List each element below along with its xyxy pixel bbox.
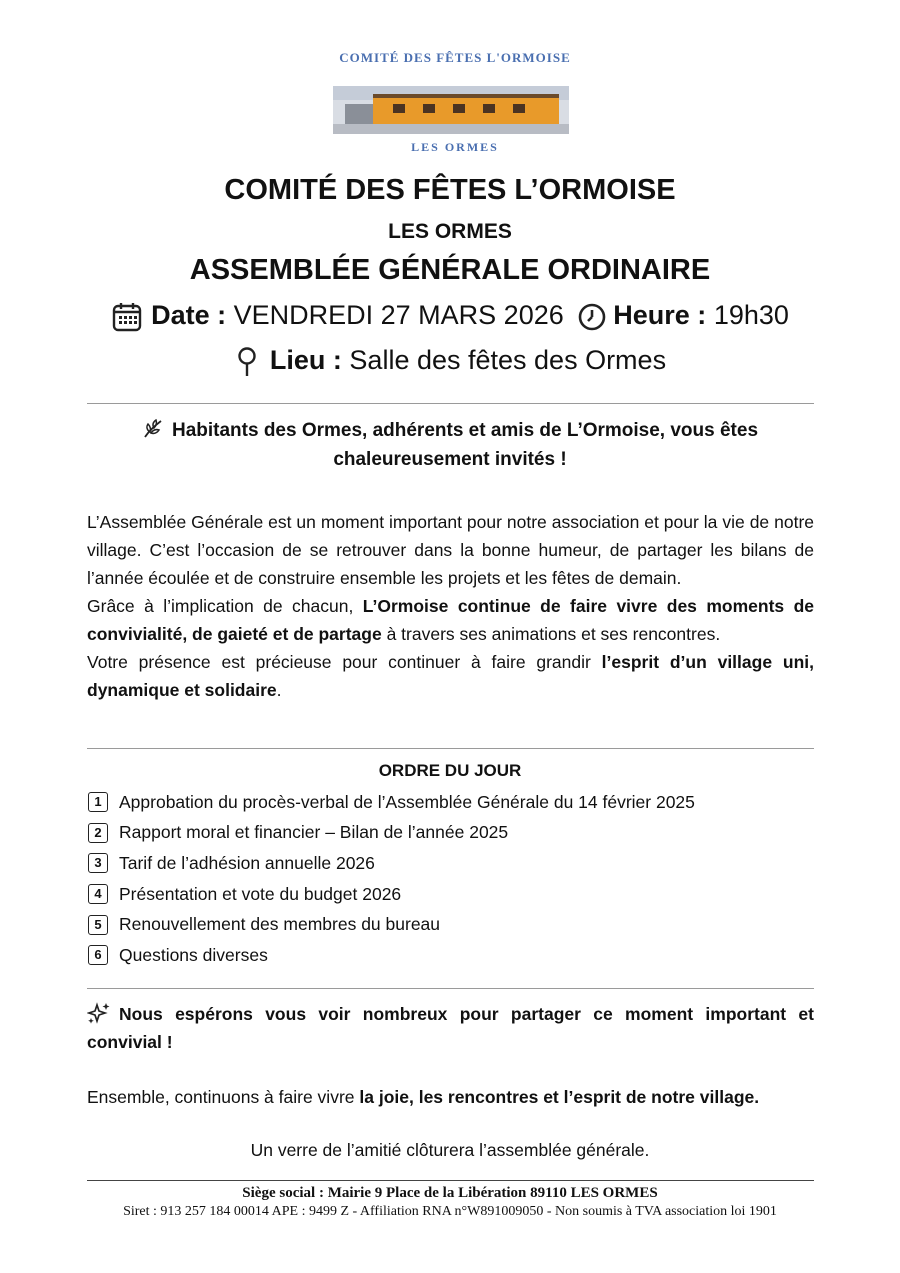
paragraph-3: [87, 648, 814, 704]
agenda-item-label: Approbation du procès-verbal de l’Assemblée Générale du 14 février 2025: [119, 791, 695, 812]
ensemble-text: Ensemble, continuons à faire vivre: [87, 1087, 360, 1107]
list-item: [88, 787, 808, 818]
divider: [87, 988, 814, 989]
logo-bottom-text: LES ORMES: [411, 140, 499, 154]
logo: [330, 48, 580, 160]
paragraph-1: L’Assemblée Générale est un moment important pour notre association et pour la vie de notre village. C’est l’occasion de se retrouver dans la bonne humeur, de partager les bilans de l’année écoulée et de construire ensemble les projets et les fêtes de demain.: [87, 512, 814, 588]
number-badge: 1: [88, 792, 108, 812]
footer-divider: [87, 1180, 814, 1181]
agenda-item-label: Tarif de l’adhésion annuelle 2026: [119, 852, 375, 873]
time-label: Heure :: [613, 300, 707, 330]
p3-text: Votre présence est précieuse pour continuer à faire grandir: [87, 652, 602, 672]
footer-address: Siège social : Mairie 9 Place de la Libération 89110 LES ORMES: [242, 1185, 658, 1201]
agenda-item-label: Questions diverses: [119, 944, 268, 965]
agenda-list: [88, 787, 808, 971]
number-badge: 5: [88, 915, 108, 935]
page-title: COMITÉ DES FÊTES L’ORMOISE: [224, 174, 676, 206]
paragraph-2: [87, 592, 814, 648]
building-photo: [333, 86, 569, 134]
list-item: [88, 818, 808, 849]
divider: [87, 403, 814, 404]
place-label: Lieu :: [269, 345, 342, 375]
logo-top-text: COMITÉ DES FÊTES L'ORMOISE: [339, 50, 571, 65]
date-time-line: [80, 300, 820, 333]
list-item: [88, 879, 808, 910]
p2-bold: L’Ormoise continue de faire vivre des moments de convivialité, de gaieté et de partage: [87, 596, 814, 644]
closing-ensemble: [87, 1083, 814, 1111]
page-subtitle: LES ORMES: [388, 220, 512, 243]
number-badge: 2: [88, 823, 108, 843]
p3-end: .: [276, 680, 282, 700]
number-badge: 3: [88, 853, 108, 873]
number-badge: 6: [88, 945, 108, 965]
list-item: [88, 940, 808, 971]
hope-text: Nous espérons vous voir nombreux pour partager ce moment important et convivial !: [87, 1004, 814, 1052]
agenda-title: ORDRE DU JOUR: [378, 761, 522, 780]
agenda-item-label: Rapport moral et financier – Bilan de l’année 2025: [119, 822, 509, 843]
ensemble-bold: la joie, les rencontres et l’esprit de notre village.: [359, 1087, 760, 1107]
footer-legal: Siret : 913 257 184 00014 APE : 9499 Z - Affiliation RNA n°W891009050 - Non soumis à TVA association loi 1901: [123, 1204, 777, 1219]
list-item: [88, 848, 808, 879]
time-value: 19h30: [713, 300, 789, 330]
closing-hope: [87, 1000, 814, 1056]
p3-bold: l’esprit d’un village uni, dynamique et solidaire: [87, 652, 814, 700]
event-title: ASSEMBLÉE GÉNÉRALE ORDINAIRE: [189, 254, 711, 286]
place-line: [80, 345, 820, 378]
location-pin-icon: [234, 346, 260, 378]
sparkles-icon: [87, 1002, 111, 1024]
agenda-item-label: Renouvellement des membres du bureau: [119, 914, 441, 935]
divider: [87, 748, 814, 749]
date-label: Date :: [151, 300, 227, 330]
date-value: VENDREDI 27 MARS 2026: [233, 300, 564, 330]
p2-text: Grâce à l’implication de chacun,: [87, 596, 363, 616]
agenda-item-label: Présentation et vote du budget 2026: [119, 883, 402, 904]
intro-paragraphs: [87, 508, 814, 704]
place-value: Salle des fêtes des Ormes: [349, 345, 667, 375]
list-item: [88, 909, 808, 940]
closing-verre: Un verre de l’amitié clôturera l’assemblée générale.: [250, 1140, 650, 1160]
invitation: [80, 416, 820, 474]
number-badge: 4: [88, 884, 108, 904]
leaf-icon: [142, 418, 164, 440]
p2-end: à travers ses animations et ses rencontres.: [381, 624, 721, 644]
invitation-text: Habitants des Ormes, adhérents et amis de L’Ormoise, vous êtes chaleureusement invités !: [171, 420, 759, 470]
clock-icon: [577, 302, 607, 332]
calendar-icon: [111, 301, 143, 333]
